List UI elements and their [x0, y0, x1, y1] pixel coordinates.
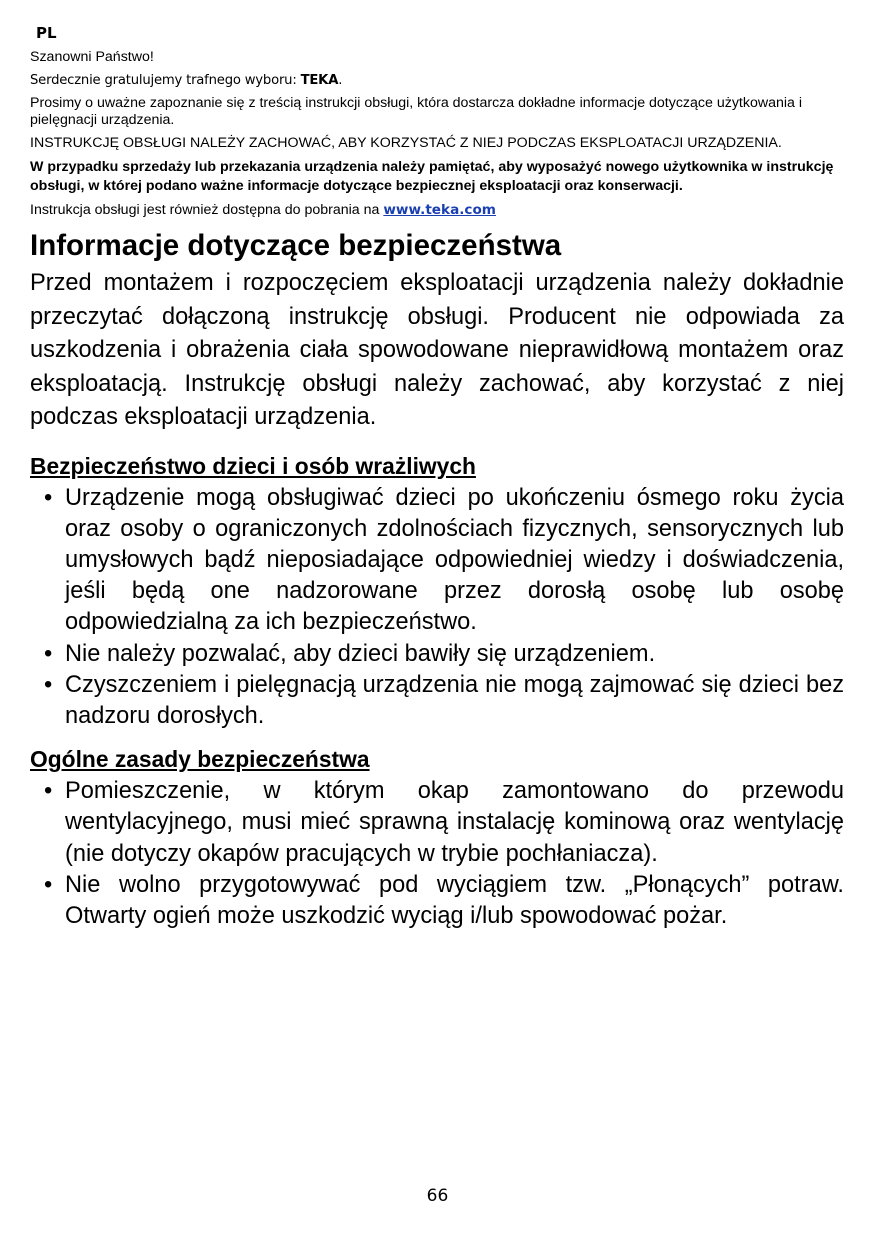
brand-name: TEKA	[300, 73, 339, 88]
page-number: 66	[426, 1186, 449, 1206]
general-safety-heading: Ogólne zasady bezpieczeństwa	[30, 746, 370, 773]
greeting: Szanowni Państwo!	[30, 49, 154, 65]
download-text: Instrukcja obsługi jest również dostępna do pobrania na	[30, 202, 384, 218]
safety-intro: Przed montażem i rozpoczęciem eksploatacji urządzenia należy dokładnie przeczytać dołączoną instrukcję obsługi. Producent nie odpowiada za uszkodzenia i obrażenia ciała spowodowane nieprawidłową montażem oraz eksploatacją. Instrukcję obsługi należy zachować, aby korzystać z niej podczas eksploatacji urządzenia.	[30, 270, 844, 430]
congrats-text: Serdecznie gratulujemy trafnego wyboru:	[30, 73, 301, 88]
list-item: • Czyszczeniem i pielęgnacją urządzenia nie mogą zajmować się dzieci bez nadzoru dorosłych.	[30, 670, 844, 732]
children-safety-heading: Bezpieczeństwo dzieci i osób wrażliwych	[30, 452, 476, 479]
congrats-end: .	[338, 73, 343, 88]
intro-paragraph-2: INSTRUKCJĘ OBSŁUGI NALEŻY ZACHOWAĆ, ABY KORZYSTAĆ Z NIEJ PODCZAS EKSPLOATACJI URZĄDZENIA.	[30, 135, 782, 151]
language-code: PL	[36, 24, 57, 42]
children-safety-list	[30, 483, 844, 733]
list-item: • Nie wolno przygotowywać pod wyciągiem tzw. „Płonących” potraw. Otwarty ogień może uszkodzić wyciąg i/lub spowodować pożar.	[30, 870, 844, 932]
list-item: • Nie należy pozwalać, aby dzieci bawiły się urządzeniem.	[30, 639, 844, 670]
page-content	[30, 24, 844, 944]
download-line	[30, 202, 844, 219]
list-item: • Pomieszczenie, w którym okap zamontowano do przewodu wentylacyjnego, musi mieć sprawną instalację kominową oraz wentylację (nie dotyczy okapów pracujących w trybie pochłaniacza).	[30, 776, 844, 870]
intro-paragraph-3: W przypadku sprzedaży lub przekazania urządzenia należy pamiętać, aby wyposażyć nowego użytkownika w instrukcję obsługi, w której podano ważne informacje dotyczące bezpiecznej eksploatacji oraz konserwacji.	[30, 159, 834, 194]
intro-paragraph-1: Prosimy o uważne zapoznanie się z treścią instrukcji obsługi, która dostarcza dokładne informacje dotyczące użytkowania i pielęgnacji urządzenia.	[30, 95, 803, 128]
general-safety-list	[30, 776, 844, 932]
list-item: • Urządzenie mogą obsługiwać dzieci po ukończeniu ósmego roku życia oraz osoby o ograniczonych zdolnościach fizycznych, sensorycznych lub umysłowych bądź nieposiadające odpowiedniej wiedzy i doświadczenia, jeśli będą one nadzorowane przez dorosłą osobę lub osobę odpowiedzialną za ich bezpieczeństwo.	[30, 483, 844, 639]
teka-website-link[interactable]: www.teka.com	[383, 202, 496, 218]
safety-heading: Informacje dotyczące bezpieczeństwa	[30, 229, 562, 262]
congrats-line	[30, 72, 844, 89]
